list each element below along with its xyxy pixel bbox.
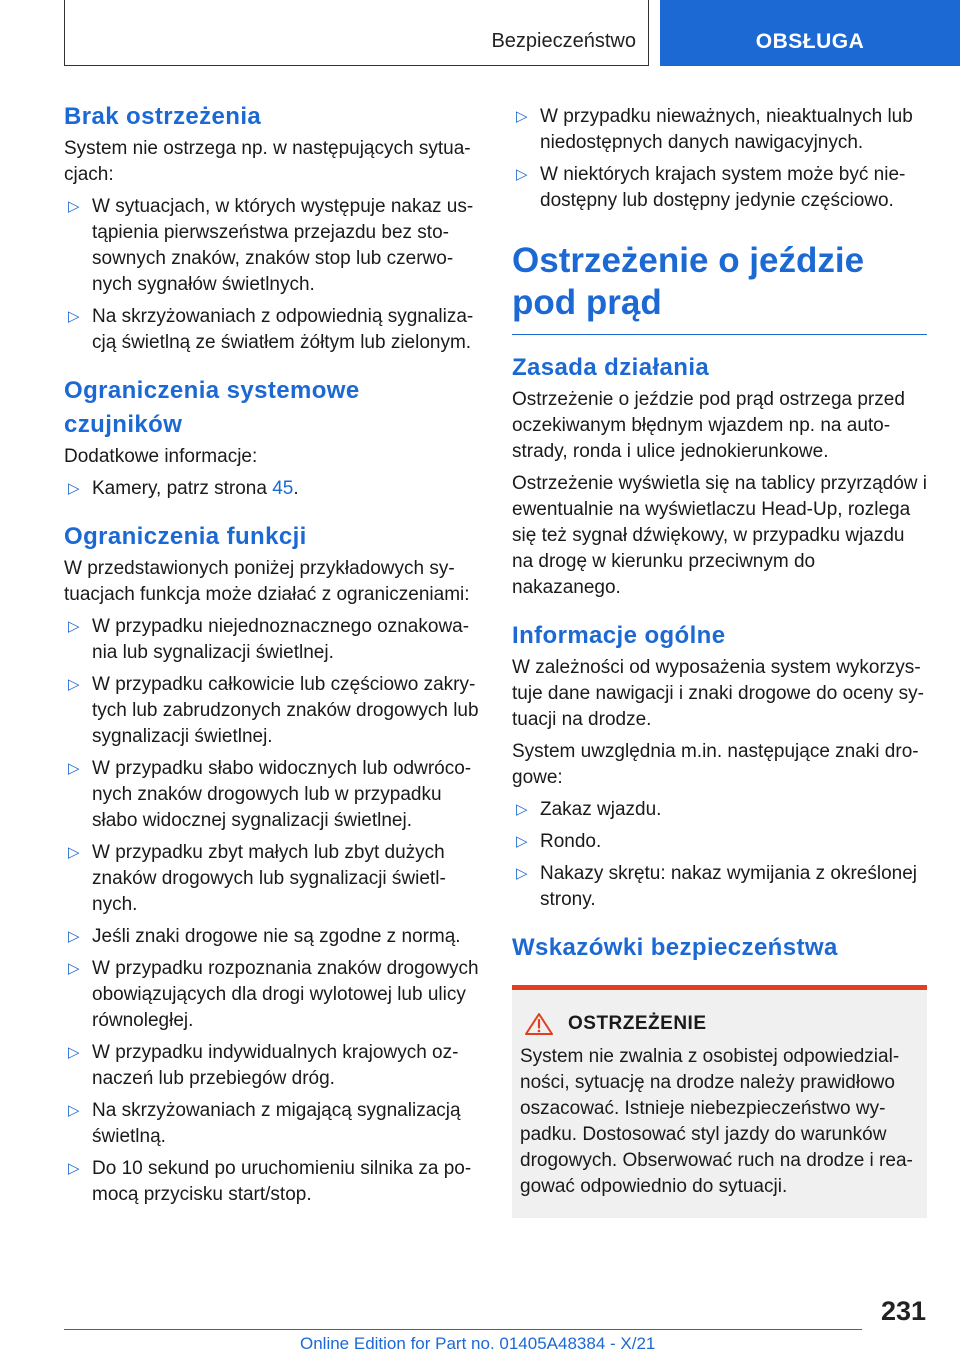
chapter-tab[interactable] bbox=[660, 0, 960, 66]
paragraph: System uwzględnia m.in. następujące znaki drogowe: bbox=[512, 741, 919, 788]
bullet-triangle-icon: ▷ bbox=[68, 844, 80, 861]
chapter-tab-label: OBSŁUGA bbox=[755, 30, 865, 53]
bullet-triangle-icon: ▷ bbox=[68, 308, 80, 325]
bullet-list bbox=[512, 797, 927, 913]
section-title: Bezpieczeństwo bbox=[491, 30, 636, 52]
heading-ograniczenia-funkcji: Ograniczenia funkcji bbox=[64, 523, 307, 550]
bullet-triangle-icon: ▷ bbox=[68, 618, 80, 635]
bullet-triangle-icon: ▷ bbox=[68, 928, 80, 945]
bullet-triangle-icon: ▷ bbox=[68, 1044, 80, 1061]
list-item: ▷ Na skrzyżowaniach z migającą sygnalizacją świetlną. bbox=[68, 1100, 461, 1147]
list-item: ▷ W przypadku zbyt małych lub zbyt dużych znaków drogowych lub sygnalizacji świetlnych. bbox=[68, 842, 446, 915]
list-item: ▷ W sytuacjach, w których występuje nakaz ustąpienia pierwszeństwa przejazdu bez stosownych znaków, znaków stop lub czerwonych sygnałów świetlnych. bbox=[68, 196, 474, 295]
list-item: ▷ Na skrzyżowaniach z odpowiednią sygnalizacją świetlną ze światłem żółtym lub zielonym. bbox=[68, 306, 474, 353]
bullet-triangle-icon: ▷ bbox=[68, 760, 80, 777]
paragraph: Ostrzeżenie o jeździe pod prąd ostrzega przed oczekiwanym błędnym wjazdem np. na autostrady, ronda i ulice jednokierunkowe. bbox=[512, 389, 905, 462]
list-item: ▷ Rondo. bbox=[512, 829, 927, 855]
heading-ograniczenia-czujnikow: Ograniczenia systemowe czujników bbox=[64, 377, 360, 438]
heading-informacje-ogolne: Informacje ogólne bbox=[512, 622, 726, 649]
bullet-triangle-icon: ▷ bbox=[516, 801, 528, 818]
list-item: ▷ W przypadku rozpoznania znaków drogowych obowiązujących dla drogi wylotowej lub ulicy równoległej. bbox=[68, 958, 479, 1031]
bullet-triangle-icon: ▷ bbox=[68, 1160, 80, 1177]
bullet-triangle-icon: ▷ bbox=[68, 198, 80, 215]
list-item: ▷ Kamery, patrz strona 45. bbox=[64, 476, 479, 502]
paragraph: W zależności od wyposażenia system wykorzystuje dane nawigacji i znaki drogowe do oceny sytuacji na drodze. bbox=[512, 657, 924, 730]
paragraph: Ostrzeżenie wyświetla się na tablicy przyrządów i ewentualnie na wyświetlaczu Head-Up, rozlega się też sygnał dźwiękowy, w przypadku wjazdu na drogę w kierunku przeciwnym do nakazanego. bbox=[512, 473, 927, 598]
bullet-triangle-icon: ▷ bbox=[68, 480, 80, 497]
bullet-triangle-icon: ▷ bbox=[516, 833, 528, 850]
bullet-triangle-icon: ▷ bbox=[516, 865, 528, 882]
paragraph: System nie ostrzega np. w następujących sytuacjach: bbox=[64, 138, 471, 185]
heading-wskazowki-bezpieczenstwa: Wskazówki bezpieczeństwa bbox=[512, 934, 838, 961]
bullet-triangle-icon: ▷ bbox=[516, 166, 528, 183]
warning-header bbox=[520, 1012, 919, 1036]
footer-edition-text: Online Edition for Part no. 01405A48384 - X/21 bbox=[300, 1334, 656, 1353]
bullet-triangle-icon: ▷ bbox=[68, 1102, 80, 1119]
warning-box bbox=[512, 985, 927, 1218]
list-item: ▷ Do 10 sekund po uruchomieniu silnika za pomocą przycisku start/stop. bbox=[68, 1158, 472, 1205]
left-column bbox=[64, 100, 479, 1214]
bullet-list bbox=[64, 194, 479, 356]
list-item: ▷ W przypadku całkowicie lub częściowo zakrytych lub zabrudzonych znaków drogowych lub sygnalizacji świetlnej. bbox=[68, 674, 479, 747]
bullet-list bbox=[64, 614, 479, 1208]
list-item: ▷ W przypadku indywidualnych krajowych oznaczeń lub przebiegów dróg. bbox=[68, 1042, 459, 1089]
heading-brak-ostrzezenia: Brak ostrzeżenia bbox=[64, 103, 262, 130]
list-item: ▷ W niektórych krajach system może być niedostępny lub dostępny jedynie częściowo. bbox=[516, 164, 906, 211]
chapter-title: Ostrzeżenie o jeździe pod prąd bbox=[512, 240, 927, 335]
header-section-box bbox=[64, 0, 649, 66]
bullet-list bbox=[512, 104, 927, 214]
list-item: ▷ Jeśli znaki drogowe nie są zgodne z normą. bbox=[64, 924, 479, 950]
paragraph: W przedstawionych poniżej przykładowych sytuacjach funkcja może działać z ograniczeniami: bbox=[64, 558, 470, 605]
page-link[interactable]: 45 bbox=[272, 478, 294, 499]
bullet-triangle-icon: ▷ bbox=[516, 108, 528, 125]
list-item: ▷ Nakazy skrętu: nakaz wymijania z określonej strony. bbox=[516, 863, 917, 910]
bullet-list bbox=[64, 476, 479, 502]
list-item: ▷ W przypadku nieważnych, nieaktualnych lub niedostępnych danych nawigacyjnych. bbox=[516, 106, 913, 153]
paragraph: Dodatkowe informacje: bbox=[64, 446, 258, 467]
bullet-triangle-icon: ▷ bbox=[68, 960, 80, 977]
right-column bbox=[512, 100, 927, 1218]
page-number: 231 bbox=[880, 1296, 926, 1326]
list-item: ▷ W przypadku słabo widocznych lub odwróconych znaków drogowych lub w przypadku słabo widocznej sygnalizacji świetlnej. bbox=[68, 758, 472, 831]
warning-title: OSTRZEŻENIE bbox=[568, 1013, 707, 1034]
footer-divider bbox=[64, 1329, 862, 1330]
warning-text: System nie zwalnia z osobistej odpowiedzialności, sytuację na drodze należy prawidłowo oszacować. Istnieje niebezpieczeństwo wypadku. Dostosować styl jazdy do warunków drogowych. Obserwować ruch na drodze i reagować odpowiednio do sytuacji. bbox=[520, 1046, 913, 1197]
list-item: ▷ W przypadku niejednoznacznego oznakowania lub sygnalizacji świetlnej. bbox=[68, 616, 470, 663]
bullet-triangle-icon: ▷ bbox=[68, 676, 80, 693]
warning-triangle-icon bbox=[524, 1012, 554, 1036]
heading-zasada-dzialania: Zasada działania bbox=[512, 354, 710, 381]
list-item: ▷ Zakaz wjazdu. bbox=[512, 797, 927, 823]
